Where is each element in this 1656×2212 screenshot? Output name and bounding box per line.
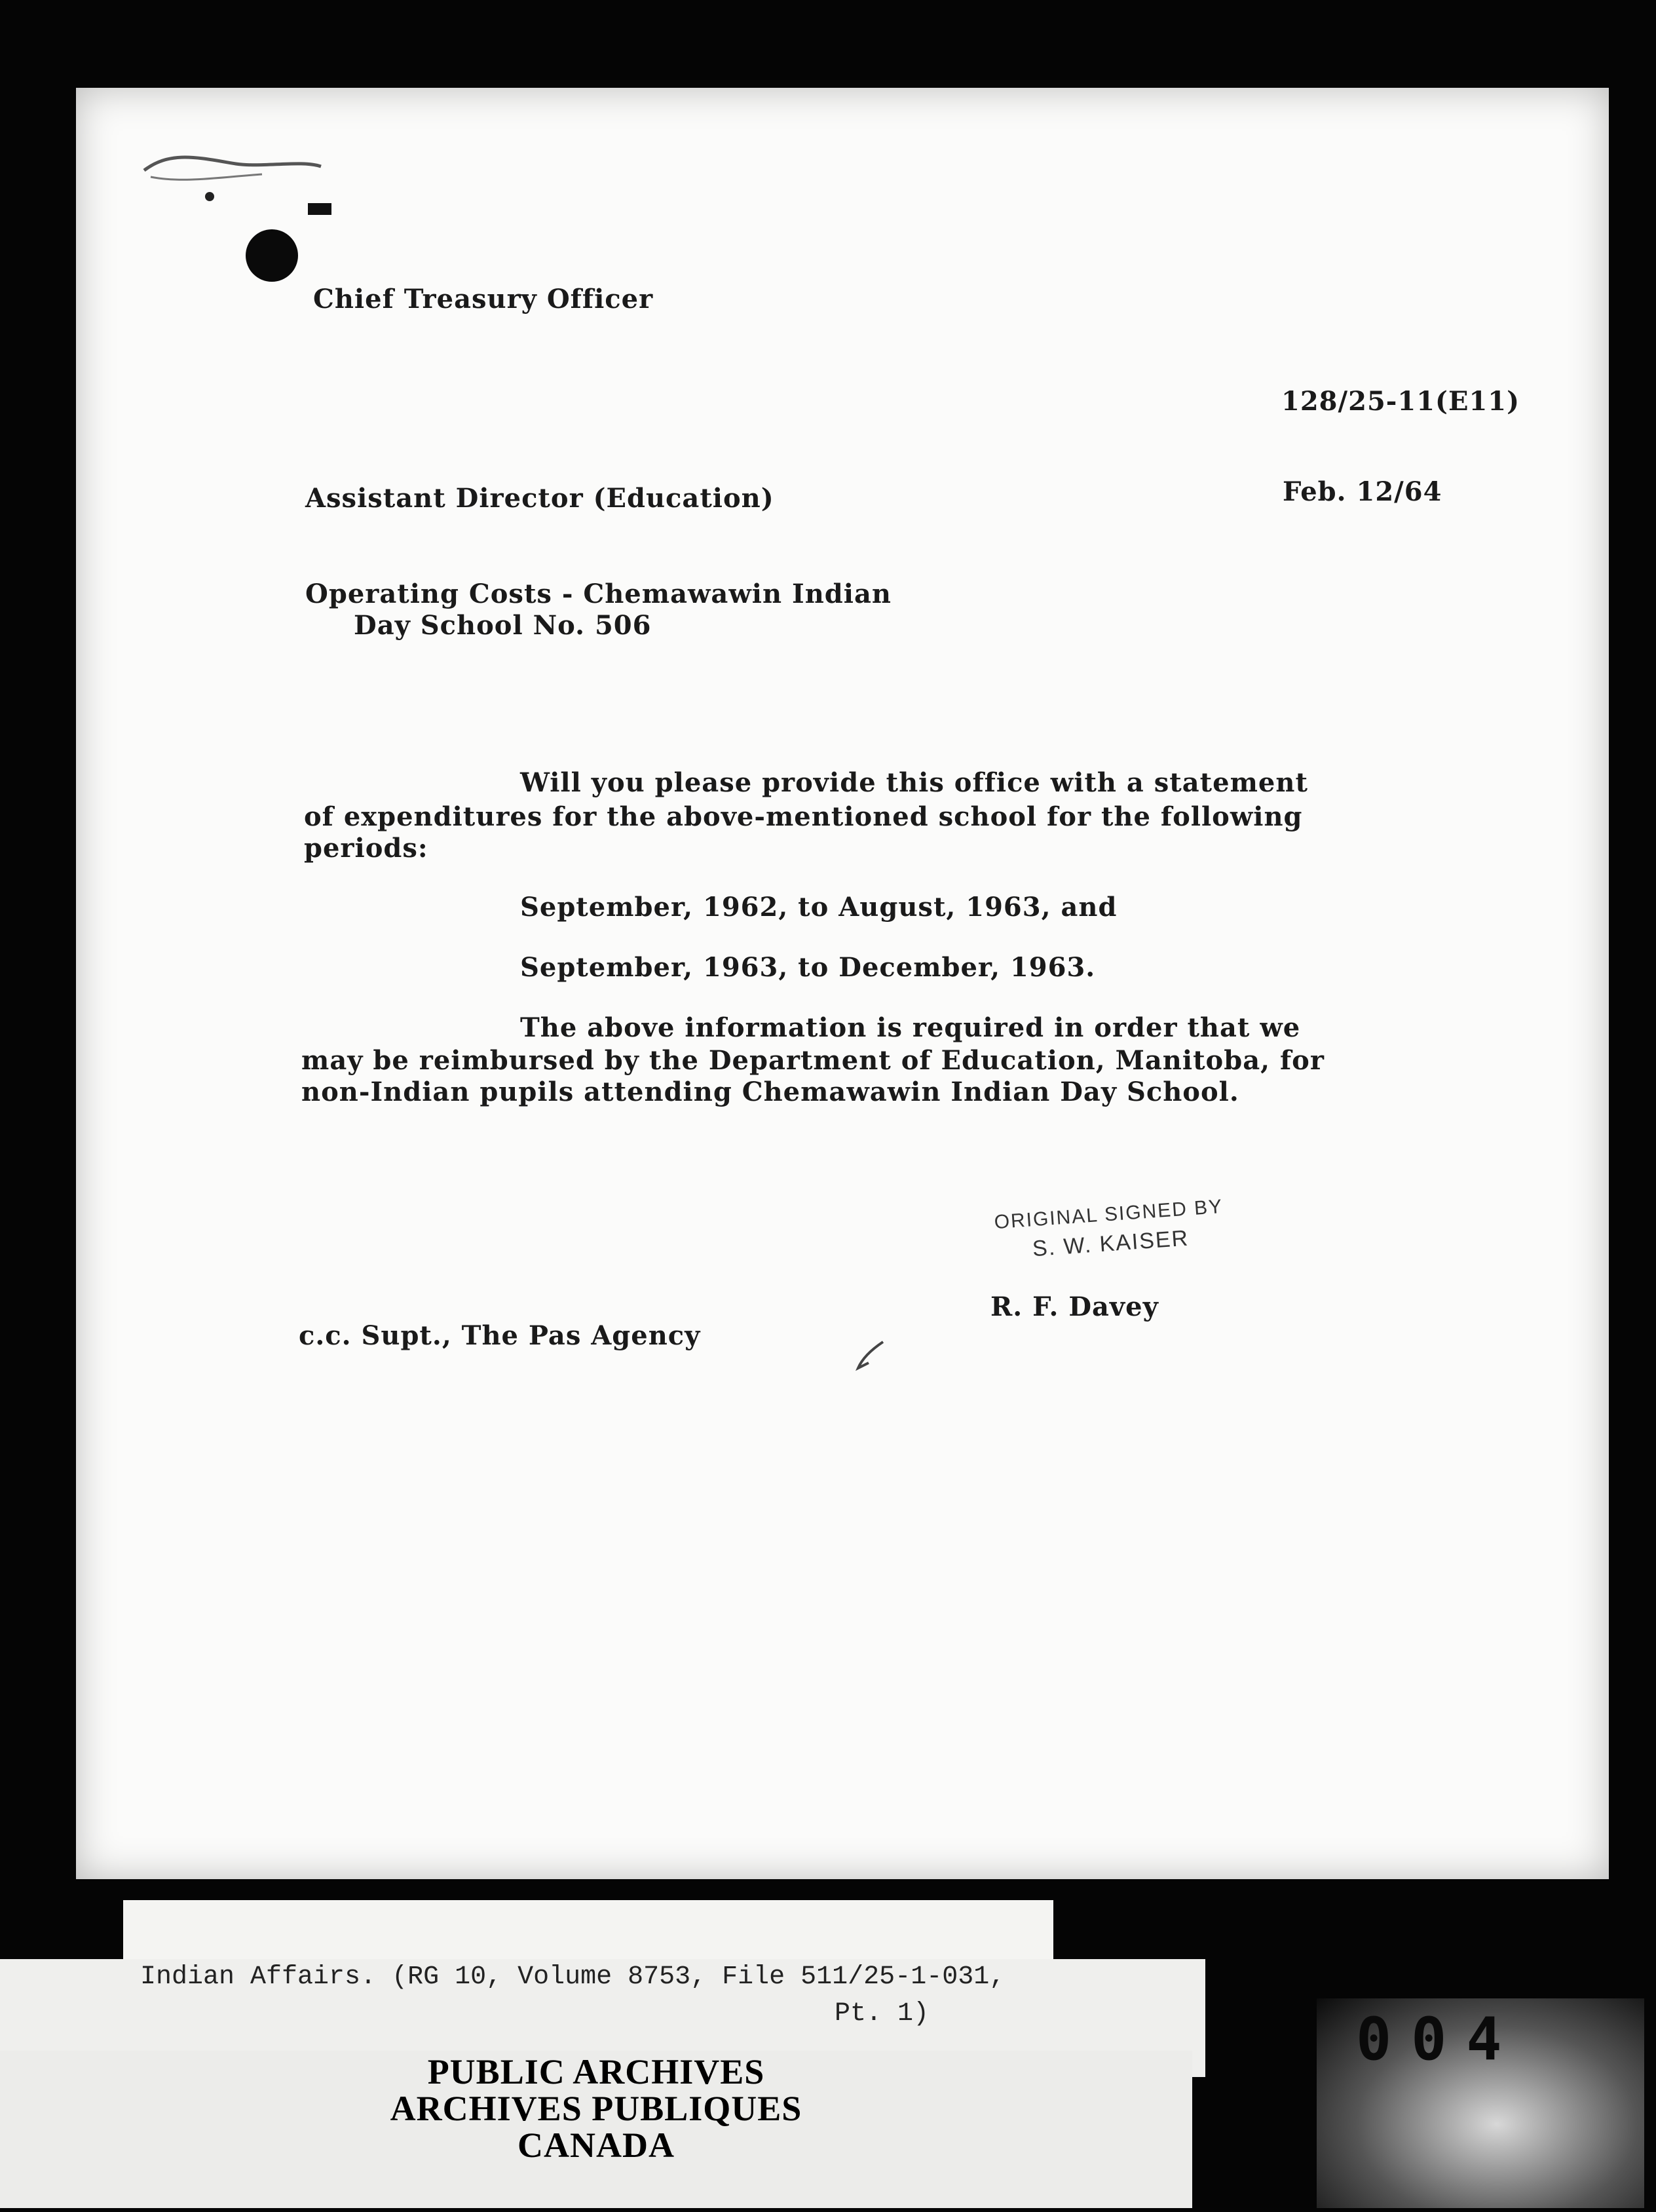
- archive-title-fr: ARCHIVES PUBLIQUES: [390, 2089, 802, 2128]
- body-paragraph-2-line-3: non-Indian pupils attending Chemawawin Indian Day School.: [301, 1077, 1239, 1107]
- body-paragraph-2-line-2: may be reimbursed by the Department of Education, Manitoba, for: [301, 1045, 1325, 1076]
- archive-title-en: PUBLIC ARCHIVES: [427, 2052, 765, 2091]
- signatory: R. F. Davey: [990, 1291, 1159, 1322]
- archive-reference: [140, 1959, 1005, 2032]
- body-paragraph-1-line-3: periods:: [304, 833, 428, 864]
- body-paragraph-1-line-2: of expenditures for the above-mentioned school for the following: [304, 801, 1303, 832]
- archive-stamp: [0, 2051, 1192, 2208]
- memo-date: Feb. 12/64: [1283, 476, 1442, 507]
- frame-number: 004: [1356, 2005, 1522, 2074]
- carbon-copy: c.c. Supt., The Pas Agency: [299, 1320, 701, 1351]
- body-paragraph-2-line-1: The above information is required in order that we: [520, 1012, 1301, 1043]
- period-2: September, 1963, to December, 1963.: [520, 952, 1096, 983]
- stamp-line-2: S. W. KAISER: [1031, 1225, 1190, 1262]
- stamp-line-1: ORIGINAL SIGNED BY: [993, 1195, 1224, 1234]
- sender: Assistant Director (Education): [305, 483, 774, 514]
- body-paragraph-1-line-1: Will you please provide this office with a statement: [520, 767, 1308, 798]
- period-1: September, 1962, to August, 1963, and: [520, 892, 1118, 923]
- archive-country: CANADA: [518, 2126, 675, 2165]
- addressee: Chief Treasury Officer: [313, 284, 654, 315]
- subject-line-1: Operating Costs - Chemawawin Indian: [305, 579, 892, 609]
- ink-smudge-mark: [131, 138, 341, 295]
- tick-mark: [852, 1337, 891, 1382]
- archive-reference-line-2: Pt. 1): [835, 1999, 930, 2029]
- file-reference: 128/25-11(E11): [1281, 386, 1520, 417]
- archive-reference-line-1: Indian Affairs. (RG 10, Volume 8753, File 511/25-1-031,: [140, 1962, 1006, 1992]
- subject-line-2: Day School No. 506: [354, 610, 652, 641]
